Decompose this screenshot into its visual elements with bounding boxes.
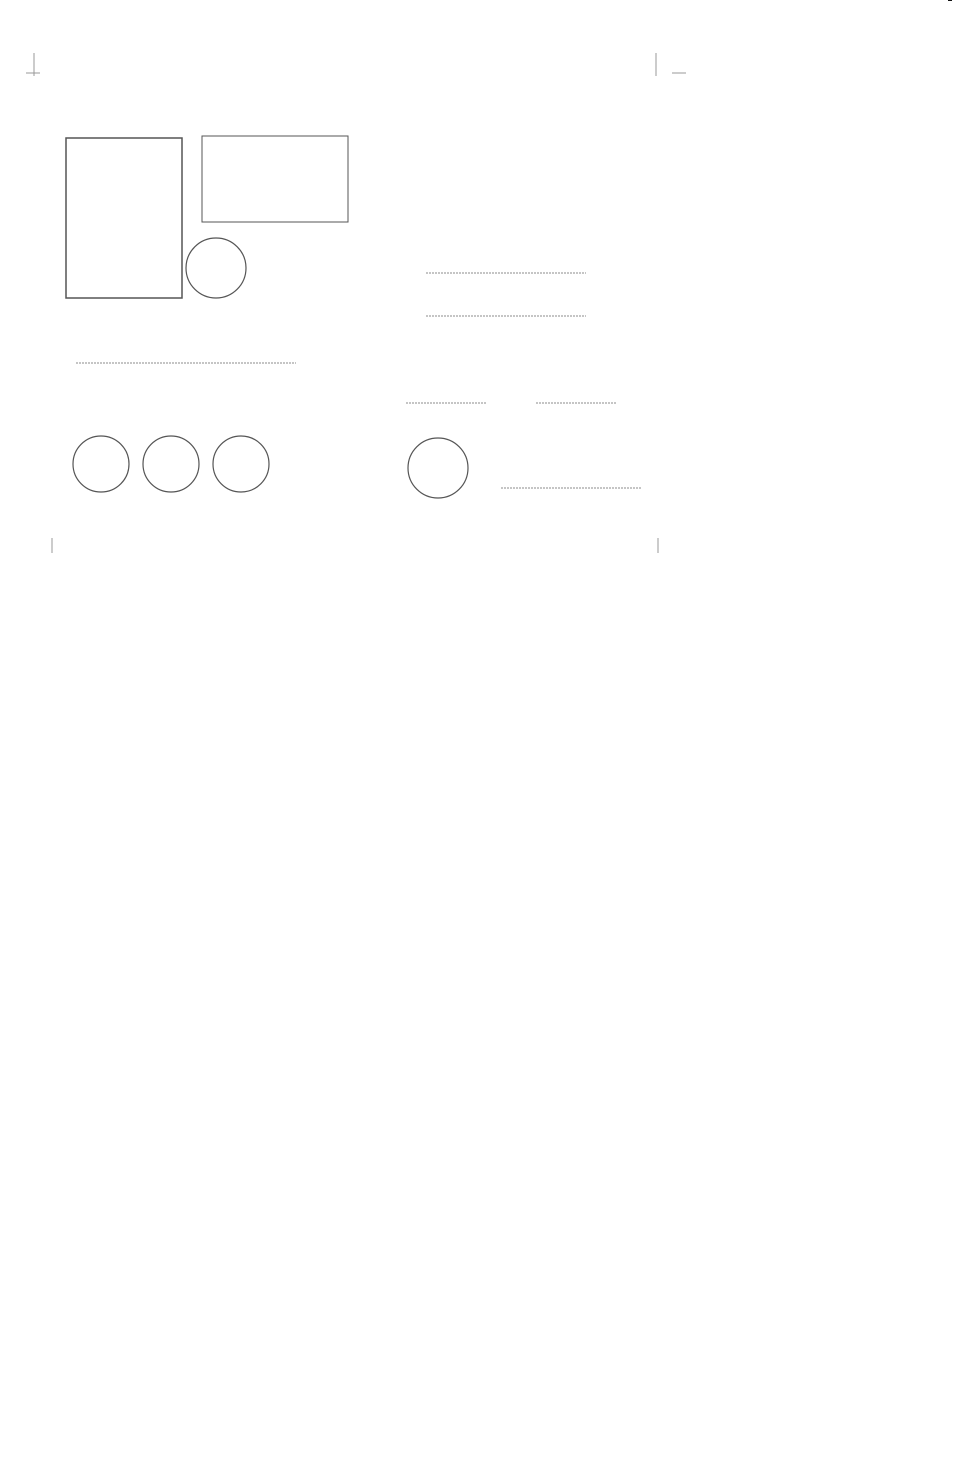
wzor-reference (948, 0, 952, 1)
card-specimen-image (26, 48, 686, 558)
publication-line (8, 584, 958, 608)
description-section (8, 570, 958, 608)
wzor-number (948, 0, 952, 1)
photo-placeholder (66, 138, 182, 298)
